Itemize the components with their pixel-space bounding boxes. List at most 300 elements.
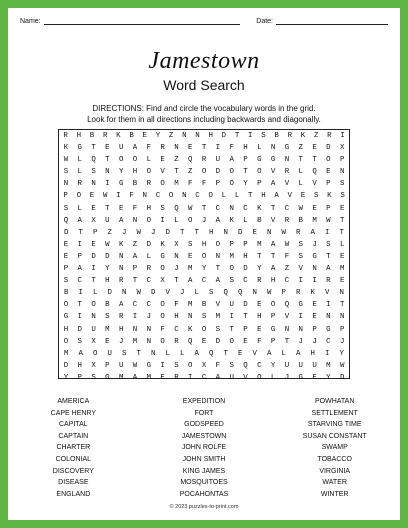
grid-letter[interactable]: N xyxy=(132,325,138,334)
grid-letter[interactable]: P xyxy=(257,180,262,189)
grid-letter[interactable]: F xyxy=(229,144,234,153)
grid-letter[interactable]: G xyxy=(146,361,151,370)
grid-letter[interactable]: C xyxy=(243,204,248,213)
grid-letter[interactable]: W xyxy=(105,240,110,249)
grid-letter[interactable]: R xyxy=(326,277,331,286)
grid-letter[interactable]: N xyxy=(339,168,345,177)
grid-letter[interactable]: I xyxy=(326,301,331,310)
grid-letter[interactable]: T xyxy=(270,204,276,213)
grid-letter[interactable]: D xyxy=(238,228,243,237)
grid-letter[interactable]: H xyxy=(261,192,266,201)
grid-letter[interactable]: F xyxy=(201,180,207,189)
grid-letter[interactable]: P xyxy=(229,240,234,249)
grid-letter[interactable]: E xyxy=(105,144,110,153)
grid-letter[interactable]: O xyxy=(160,180,165,189)
grid-letter[interactable]: I xyxy=(77,313,82,322)
grid-letter[interactable]: O xyxy=(146,168,151,177)
grid-letter[interactable]: T xyxy=(215,265,221,274)
grid-letter[interactable]: K xyxy=(160,240,165,249)
grid-letter[interactable]: S xyxy=(91,373,96,382)
grid-letter[interactable]: L xyxy=(174,216,179,225)
grid-letter[interactable]: H xyxy=(63,325,69,334)
grid-letter[interactable]: C xyxy=(174,325,179,334)
grid-letter[interactable]: T xyxy=(298,156,303,165)
grid-letter[interactable]: I xyxy=(215,144,221,153)
grid-letter[interactable]: H xyxy=(257,313,262,322)
grid-letter[interactable]: R xyxy=(257,277,262,286)
grid-letter[interactable]: L xyxy=(221,192,227,201)
grid-letter[interactable]: B xyxy=(64,289,69,298)
grid-letter[interactable]: L xyxy=(298,168,303,177)
grid-letter[interactable]: N xyxy=(284,156,290,165)
grid-letter[interactable]: P xyxy=(93,228,98,237)
grid-letter[interactable]: C xyxy=(195,192,200,201)
grid-letter[interactable]: T xyxy=(201,204,207,213)
grid-letter[interactable]: A xyxy=(194,349,199,358)
grid-letter[interactable]: H xyxy=(76,132,81,140)
grid-letter[interactable]: T xyxy=(312,156,317,165)
grid-letter[interactable]: S xyxy=(63,168,69,177)
grid-letter[interactable]: O xyxy=(201,252,207,261)
grid-letter[interactable]: F xyxy=(257,337,262,346)
grid-letter[interactable]: T xyxy=(105,156,110,165)
grid-letter[interactable]: H xyxy=(243,252,248,261)
grid-letter[interactable]: E xyxy=(339,204,345,213)
grid-letter[interactable]: B xyxy=(129,132,134,140)
grid-letter[interactable]: P xyxy=(215,180,221,189)
grid-letter[interactable]: R xyxy=(327,132,332,140)
grid-letter[interactable]: K xyxy=(118,240,124,249)
grid-letter[interactable]: W xyxy=(102,192,108,201)
grid-letter[interactable]: V xyxy=(284,313,290,322)
grid-letter[interactable]: F xyxy=(188,180,193,189)
grid-letter[interactable]: N xyxy=(182,132,187,140)
grid-letter[interactable]: O xyxy=(63,337,69,346)
grid-letter[interactable]: L xyxy=(93,289,98,298)
grid-letter[interactable]: T xyxy=(91,144,96,153)
grid-letter[interactable]: N xyxy=(174,252,179,261)
grid-letter[interactable]: H xyxy=(118,325,124,334)
grid-letter[interactable]: T xyxy=(180,228,185,237)
grid-letter[interactable]: V xyxy=(270,168,276,177)
grid-letter[interactable]: E xyxy=(312,144,317,153)
grid-letter[interactable]: T xyxy=(223,349,228,358)
grid-letter[interactable]: N xyxy=(284,325,290,334)
grid-letter[interactable]: X xyxy=(201,361,207,370)
grid-letter[interactable]: U xyxy=(118,361,124,370)
grid-letter[interactable]: N xyxy=(339,289,344,298)
grid-letter[interactable]: O xyxy=(91,301,96,310)
grid-letter[interactable]: H xyxy=(174,313,179,322)
grid-letter[interactable]: L xyxy=(165,349,170,358)
grid-letter[interactable]: N xyxy=(298,325,303,334)
grid-letter[interactable]: S xyxy=(209,289,214,298)
grid-letter[interactable]: T xyxy=(132,277,138,286)
grid-letter[interactable]: O xyxy=(270,301,276,310)
grid-letter[interactable]: P xyxy=(243,240,248,249)
grid-letter[interactable]: N xyxy=(118,265,124,274)
grid-letter[interactable]: H xyxy=(209,228,214,237)
grid-letter[interactable]: Z xyxy=(313,132,319,140)
grid-letter[interactable]: R xyxy=(296,228,301,237)
grid-letter[interactable]: T xyxy=(174,168,179,177)
grid-letter[interactable]: E xyxy=(312,301,317,310)
grid-letter[interactable]: K xyxy=(310,289,315,298)
grid-letter[interactable]: P xyxy=(243,156,248,165)
grid-letter[interactable]: G xyxy=(257,156,262,165)
grid-letter[interactable]: D xyxy=(165,228,170,237)
grid-letter[interactable]: G xyxy=(105,373,110,382)
grid-letter[interactable]: A xyxy=(215,277,221,286)
grid-letter[interactable]: S xyxy=(122,349,127,358)
grid-letter[interactable]: O xyxy=(229,180,234,189)
grid-letter[interactable]: W xyxy=(326,216,331,225)
grid-letter[interactable]: I xyxy=(312,277,317,286)
grid-letter[interactable]: A xyxy=(118,301,124,310)
grid-letter[interactable]: A xyxy=(270,265,276,274)
grid-letter[interactable]: Q xyxy=(188,156,193,165)
grid-letter[interactable]: I xyxy=(77,240,82,249)
grid-letter[interactable]: N xyxy=(182,192,187,201)
grid-letter[interactable]: K xyxy=(229,216,234,225)
grid-letter[interactable]: C xyxy=(132,301,138,310)
grid-letter[interactable]: Z xyxy=(284,265,290,274)
grid-letter[interactable]: B xyxy=(132,180,138,189)
grid-letter[interactable]: L xyxy=(281,349,286,358)
grid-letter[interactable]: A xyxy=(78,349,83,358)
grid-letter[interactable]: K xyxy=(116,132,121,140)
grid-letter[interactable]: M xyxy=(339,265,345,274)
grid-letter[interactable]: G xyxy=(298,373,303,382)
grid-letter[interactable]: W xyxy=(136,289,141,298)
grid-letter[interactable]: H xyxy=(310,349,315,358)
grid-letter[interactable]: Z xyxy=(174,156,179,165)
grid-letter[interactable]: D xyxy=(107,289,112,298)
grid-letter[interactable]: T xyxy=(105,204,110,213)
grid-letter[interactable]: S xyxy=(63,277,69,286)
grid-letter[interactable]: W xyxy=(267,289,272,298)
grid-letter[interactable]: W xyxy=(298,204,303,213)
grid-letter[interactable]: X xyxy=(160,277,165,286)
grid-letter[interactable]: T xyxy=(194,228,199,237)
grid-letter[interactable]: R xyxy=(102,132,108,140)
grid-letter[interactable]: A xyxy=(296,349,301,358)
grid-letter[interactable]: L xyxy=(180,349,185,358)
grid-letter[interactable]: M xyxy=(105,325,110,334)
grid-letter[interactable]: N xyxy=(142,192,147,201)
grid-letter[interactable]: Y xyxy=(118,168,124,177)
grid-letter[interactable]: T xyxy=(248,192,253,201)
grid-letter[interactable]: I xyxy=(116,192,121,201)
grid-letter[interactable]: E xyxy=(91,204,96,213)
grid-letter[interactable]: F xyxy=(160,325,165,334)
grid-letter[interactable]: D xyxy=(77,325,82,334)
grid-letter[interactable]: S xyxy=(326,240,331,249)
grid-letter[interactable]: I xyxy=(298,313,303,322)
grid-letter[interactable]: N xyxy=(215,252,221,261)
grid-letter[interactable]: E xyxy=(312,313,317,322)
grid-letter[interactable]: O xyxy=(208,192,213,201)
grid-letter[interactable]: N xyxy=(326,313,331,322)
grid-letter[interactable]: V xyxy=(252,349,257,358)
grid-letter[interactable]: C xyxy=(77,277,82,286)
grid-letter[interactable]: T xyxy=(201,144,207,153)
grid-letter[interactable]: P xyxy=(77,373,82,382)
grid-letter[interactable]: G xyxy=(326,325,331,334)
grid-letter[interactable]: N xyxy=(229,204,234,213)
grid-letter[interactable]: Q xyxy=(174,204,179,213)
grid-letter[interactable]: P xyxy=(63,265,69,274)
grid-letter[interactable]: C xyxy=(257,361,262,370)
grid-letter[interactable]: P xyxy=(77,252,82,261)
grid-letter[interactable]: N xyxy=(105,168,110,177)
grid-letter[interactable]: A xyxy=(274,192,279,201)
grid-letter[interactable]: N xyxy=(174,144,179,153)
grid-letter[interactable]: O xyxy=(215,240,221,249)
grid-letter[interactable]: E xyxy=(160,373,165,382)
grid-letter[interactable]: R xyxy=(160,144,165,153)
grid-letter[interactable]: W xyxy=(339,361,345,370)
grid-letter[interactable]: E xyxy=(89,192,95,201)
grid-letter[interactable]: M xyxy=(215,313,221,322)
grid-letter[interactable]: I xyxy=(78,289,83,298)
grid-letter[interactable]: P xyxy=(63,192,68,201)
grid-letter[interactable]: S xyxy=(229,277,234,286)
grid-letter[interactable]: E xyxy=(257,301,262,310)
grid-letter[interactable]: E xyxy=(118,204,124,213)
grid-letter[interactable]: N xyxy=(312,265,317,274)
grid-letter[interactable]: L xyxy=(257,144,262,153)
grid-letter[interactable]: B xyxy=(298,216,303,225)
grid-letter[interactable]: S xyxy=(339,180,345,189)
grid-letter[interactable]: E xyxy=(339,277,345,286)
grid-letter[interactable]: E xyxy=(252,228,257,237)
grid-letter[interactable]: O xyxy=(229,168,234,177)
grid-letter[interactable]: O xyxy=(160,313,165,322)
grid-letter[interactable]: O xyxy=(229,337,234,346)
grid-letter[interactable]: O xyxy=(168,192,174,201)
grid-letter[interactable]: N xyxy=(223,228,228,237)
grid-letter[interactable]: G xyxy=(298,301,303,310)
grid-letter[interactable]: Q xyxy=(188,337,193,346)
grid-letter[interactable]: C xyxy=(284,277,290,286)
grid-letter[interactable]: Z xyxy=(188,168,193,177)
grid-letter[interactable]: U xyxy=(312,361,317,370)
grid-letter[interactable]: M xyxy=(188,265,193,274)
grid-letter[interactable]: J xyxy=(122,228,127,237)
grid-letter[interactable]: T xyxy=(243,313,248,322)
grid-letter[interactable]: W xyxy=(63,156,69,165)
grid-letter[interactable]: T xyxy=(234,132,240,140)
grid-letter[interactable]: I xyxy=(298,277,303,286)
grid-letter[interactable]: O xyxy=(229,265,234,274)
grid-letter[interactable]: P xyxy=(339,325,345,334)
grid-letter[interactable]: C xyxy=(201,277,207,286)
grid-letter[interactable]: E xyxy=(105,337,110,346)
grid-letter[interactable]: O xyxy=(257,373,262,382)
grid-letter[interactable]: A xyxy=(215,373,221,382)
grid-letter[interactable]: F xyxy=(284,252,290,261)
grid-letter[interactable]: K xyxy=(63,144,69,153)
grid-letter[interactable]: R xyxy=(284,168,290,177)
grid-letter[interactable]: S xyxy=(298,252,303,261)
grid-letter[interactable]: M xyxy=(312,216,317,225)
grid-letter[interactable]: L xyxy=(270,373,276,382)
grid-letter[interactable]: K xyxy=(300,132,306,140)
grid-letter[interactable]: C xyxy=(155,192,161,201)
grid-letter[interactable]: Y xyxy=(105,265,110,274)
grid-letter[interactable]: G xyxy=(312,252,317,261)
grid-letter[interactable]: A xyxy=(270,180,276,189)
grid-letter[interactable]: O xyxy=(93,349,98,358)
grid-letter[interactable]: U xyxy=(107,349,112,358)
grid-letter[interactable]: B xyxy=(274,132,279,140)
grid-letter[interactable]: G xyxy=(160,252,165,261)
grid-letter[interactable]: A xyxy=(270,240,276,249)
grid-letter[interactable]: F xyxy=(174,301,179,310)
grid-letter[interactable]: X xyxy=(91,216,96,225)
grid-letter[interactable]: A xyxy=(326,265,331,274)
grid-letter[interactable]: G xyxy=(270,156,276,165)
grid-letter[interactable]: L xyxy=(194,289,199,298)
grid-letter[interactable]: N xyxy=(252,289,257,298)
grid-letter[interactable]: P xyxy=(105,361,110,370)
grid-letter[interactable]: E xyxy=(142,132,147,140)
grid-letter[interactable]: S xyxy=(188,240,193,249)
grid-letter[interactable]: E xyxy=(312,373,317,382)
grid-letter[interactable]: T xyxy=(136,349,141,358)
grid-letter[interactable]: S xyxy=(77,337,82,346)
grid-letter[interactable]: E xyxy=(201,337,207,346)
grid-letter[interactable]: Y xyxy=(270,361,276,370)
grid-letter[interactable]: L xyxy=(298,180,303,189)
grid-letter[interactable]: I xyxy=(188,373,193,382)
grid-letter[interactable]: O xyxy=(201,325,207,334)
grid-letter[interactable]: C xyxy=(201,373,207,382)
grid-letter[interactable]: H xyxy=(77,361,82,370)
grid-letter[interactable]: V xyxy=(165,289,170,298)
grid-letter[interactable]: D xyxy=(105,252,110,261)
grid-letter[interactable]: L xyxy=(234,192,240,201)
grid-letter[interactable]: J xyxy=(151,228,156,237)
grid-letter[interactable]: E xyxy=(300,192,306,201)
grid-letter[interactable]: H xyxy=(243,144,248,153)
grid-letter[interactable]: M xyxy=(229,252,234,261)
grid-letter[interactable]: S xyxy=(229,361,234,370)
grid-letter[interactable]: G xyxy=(77,144,82,153)
grid-letter[interactable]: W xyxy=(281,228,286,237)
grid-letter[interactable]: W xyxy=(188,204,193,213)
grid-letter[interactable]: A xyxy=(215,216,221,225)
grid-letter[interactable]: Y xyxy=(63,373,69,382)
grid-letter[interactable]: N xyxy=(146,325,151,334)
grid-letter[interactable]: D xyxy=(151,289,156,298)
grid-letter[interactable]: F xyxy=(129,192,134,201)
grid-letter[interactable]: N xyxy=(132,216,138,225)
grid-letter[interactable]: T xyxy=(339,228,344,237)
grid-letter[interactable]: D xyxy=(146,240,151,249)
grid-letter[interactable]: J xyxy=(180,289,185,298)
grid-letter[interactable]: P xyxy=(270,337,276,346)
grid-letter[interactable]: Q xyxy=(238,289,243,298)
grid-letter[interactable]: B xyxy=(257,216,262,225)
grid-letter[interactable]: S xyxy=(313,192,319,201)
grid-letter[interactable]: L xyxy=(77,204,82,213)
grid-letter[interactable]: K xyxy=(327,192,332,201)
grid-letter[interactable]: V xyxy=(215,301,221,310)
grid-letter[interactable]: T xyxy=(284,337,290,346)
grid-letter[interactable]: C xyxy=(243,277,248,286)
grid-letter[interactable]: N xyxy=(91,180,96,189)
grid-letter[interactable]: B xyxy=(105,301,110,310)
grid-letter[interactable]: A xyxy=(132,144,138,153)
grid-letter[interactable]: J xyxy=(174,265,179,274)
grid-letter[interactable]: M xyxy=(146,373,151,382)
grid-letter[interactable]: D xyxy=(64,228,69,237)
grid-letter[interactable]: V xyxy=(325,289,330,298)
grid-letter[interactable]: Z xyxy=(168,132,174,140)
grid-letter[interactable]: M xyxy=(64,349,69,358)
grid-letter[interactable]: G xyxy=(284,144,290,153)
grid-letter[interactable]: H xyxy=(208,132,213,140)
grid-letter[interactable]: I xyxy=(105,180,110,189)
grid-letter[interactable]: A xyxy=(267,349,272,358)
grid-letter[interactable]: T xyxy=(77,301,82,310)
grid-letter[interactable]: E xyxy=(63,252,69,261)
grid-letter[interactable]: D xyxy=(221,132,227,140)
grid-letter[interactable]: L xyxy=(243,216,248,225)
grid-letter[interactable]: N xyxy=(270,144,276,153)
grid-letter[interactable]: H xyxy=(132,168,138,177)
grid-letter[interactable]: L xyxy=(146,252,151,261)
grid-letter[interactable]: E xyxy=(188,252,193,261)
grid-letter[interactable]: Q xyxy=(63,216,69,225)
grid-letter[interactable]: D xyxy=(63,361,69,370)
grid-letter[interactable]: E xyxy=(312,204,317,213)
grid-letter[interactable]: W xyxy=(136,228,141,237)
grid-letter[interactable]: S xyxy=(298,240,303,249)
grid-letter[interactable]: U xyxy=(298,361,303,370)
grid-letter[interactable]: I xyxy=(229,313,234,322)
grid-letter[interactable]: I xyxy=(325,228,330,237)
grid-letter[interactable]: C xyxy=(284,204,290,213)
grid-letter[interactable]: X xyxy=(91,361,96,370)
grid-letter[interactable]: Q xyxy=(223,289,228,298)
grid-letter[interactable]: S xyxy=(261,132,266,140)
grid-letter[interactable]: Q xyxy=(209,349,214,358)
grid-letter[interactable]: O xyxy=(160,337,165,346)
grid-letter[interactable]: O xyxy=(146,216,151,225)
grid-letter[interactable]: A xyxy=(132,373,138,382)
grid-letter[interactable]: S xyxy=(105,313,110,322)
grid-letter[interactable]: A xyxy=(188,277,193,286)
grid-letter[interactable]: J xyxy=(284,373,290,382)
grid-letter[interactable]: J xyxy=(312,337,317,346)
grid-letter[interactable]: K xyxy=(257,204,262,213)
grid-letter[interactable]: W xyxy=(284,240,290,249)
grid-letter[interactable]: U xyxy=(105,216,110,225)
grid-letter[interactable]: N xyxy=(122,289,127,298)
grid-letter[interactable]: M xyxy=(188,301,193,310)
grid-letter[interactable]: U xyxy=(284,361,290,370)
grid-letter[interactable]: E xyxy=(188,144,193,153)
grid-letter[interactable]: E xyxy=(326,168,331,177)
grid-letter[interactable]: S xyxy=(63,204,69,213)
grid-letter[interactable]: R xyxy=(63,132,68,140)
grid-letter[interactable]: J xyxy=(339,337,345,346)
grid-letter[interactable]: V xyxy=(298,265,303,274)
grid-letter[interactable]: R xyxy=(174,337,179,346)
